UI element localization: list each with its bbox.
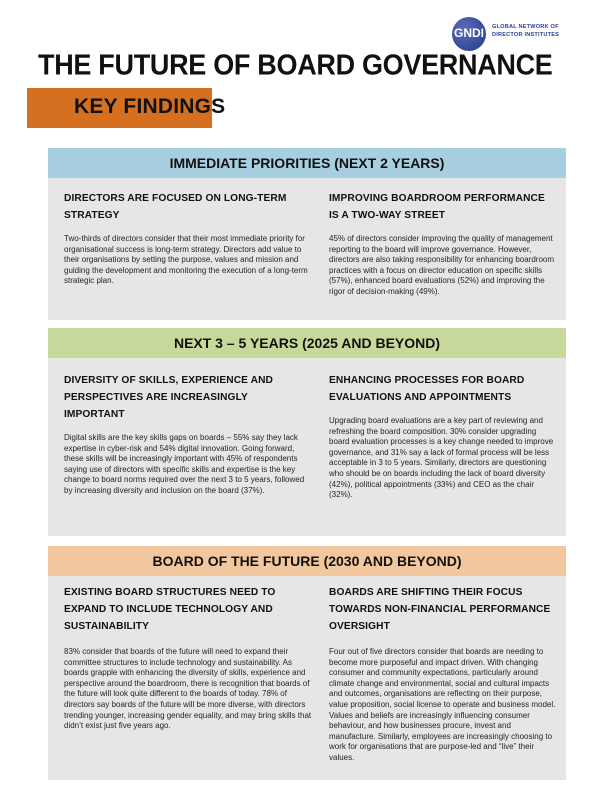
key-findings-label: KEY FINDINGS bbox=[74, 95, 226, 118]
finding-right bbox=[329, 190, 555, 298]
finding-heading: BOARDS ARE SHIFTING THEIR FOCUS TOWARDS NON-FINANCIAL PERFORMANCE OVERSIGHT bbox=[329, 587, 551, 632]
finding-body: Upgrading board evaluations are a key part of reviewing and refreshing the board composition. 30% consider upgrading board evaluation processes is a key change needed to improve governance, and 31% say a lack of formal process will be less acceptable in 3 to 5 years. Similarly, directors are questioning who should be on boards including the lack of board diversity (42%), political appointments (33%) and CEO as the chair (32%). bbox=[329, 416, 554, 500]
logo-line-2: DIRECTOR INSTITUTES bbox=[492, 31, 560, 38]
finding-left bbox=[64, 372, 310, 497]
section-immediate-priorities bbox=[48, 148, 566, 320]
finding-heading: ENHANCING PROCESSES FOR BOARD EVALUATIONS AND APPOINTMENTS bbox=[329, 375, 525, 403]
finding-body: Two-thirds of directors consider that their most immediate priority for organisational success is long-term strategy. Directors add value to their organisations by setting the purpose, values and mission and guiding the development and monitoring the execution of a long-term strategic plan. bbox=[64, 234, 308, 286]
section-banner-title: BOARD OF THE FUTURE (2030 AND BEYOND) bbox=[152, 553, 462, 569]
section-banner bbox=[48, 546, 566, 576]
finding-heading: EXISTING BOARD STRUCTURES NEED TO EXPAND TO INCLUDE TECHNOLOGY AND SUSTAINABILITY bbox=[64, 587, 276, 632]
finding-heading: IMPROVING BOARDROOM PERFORMANCE IS A TWO-WAY STREET bbox=[329, 193, 545, 221]
finding-left bbox=[64, 584, 316, 732]
finding-body: 83% consider that boards of the future will need to expand their committee structures to include technology and sustainability. As boards grapple with enhancing the diversity of skills, experience and perspective around the boardroom, there is recognition that boards of the future will look quite different to the boards of today. 78% of directors say boards of the future will be more diverse, with directors trending younger, increasing gender equality, and may bring skills that didn’t exist just five years ago. bbox=[64, 647, 312, 731]
section-next-3-5-years bbox=[48, 328, 566, 536]
finding-body: Four out of five directors consider that boards are needing to become more purposeful and impact driven. With changing consumer and community expectations, particularly around climate change and environmental, social and cultural impacts and outcomes, organisations are reflecting on their purpose, value proposition, social license to operate and business model. Values and beliefs are increasingly influencing consumer behaviour, and how businesses procure, invest and manufacture. Similarly, employees are increasingly choosing to work for organisations that are purpose-led and “live” their values. bbox=[329, 647, 556, 762]
section-board-of-the-future bbox=[48, 546, 566, 780]
section-banner-title: IMMEDIATE PRIORITIES (NEXT 2 YEARS) bbox=[169, 155, 445, 171]
finding-heading: DIVERSITY OF SKILLS, EXPERIENCE AND PERSPECTIVES ARE INCREASINGLY IMPORTANT bbox=[64, 375, 273, 420]
section-banner bbox=[48, 328, 566, 358]
page-title: THE FUTURE OF BOARD GOVERNANCE bbox=[38, 49, 553, 81]
gndi-logo-mark-text: GNDI bbox=[454, 26, 484, 40]
finding-body: 45% of directors consider improving the quality of management reporting to the board will improve governance. However, directors are also taking responsibility for enhancing boardroom practices with a focus on director education on specific skills (57%), enhanced board evaluations (52%) and improving the rigor of decision-making (49%). bbox=[329, 234, 555, 296]
finding-heading: DIRECTORS ARE FOCUSED ON LONG-TERM STRATEGY bbox=[64, 193, 287, 221]
section-banner-title: NEXT 3 – 5 YEARS (2025 AND BEYOND) bbox=[173, 335, 441, 351]
finding-left bbox=[64, 190, 310, 287]
finding-body: Digital skills are the key skills gaps on boards – 55% say they lack expertise in cyber-risk and 54% digital innovation. Going forward, these skills will be increasingly important with 45% of respondents saying use of directors with specific skills and expertise is the key change to board norms required over the next 3 to 5 years, followed by increasing diversity and inclusion on the board (37%). bbox=[64, 433, 305, 495]
finding-right bbox=[329, 372, 555, 501]
gndi-logo-text bbox=[492, 24, 602, 39]
section-banner bbox=[48, 148, 566, 178]
logo-line-1: GLOBAL NETWORK OF bbox=[492, 24, 559, 30]
gndi-logo-mark bbox=[452, 17, 486, 51]
finding-right bbox=[329, 584, 557, 764]
gndi-logo bbox=[452, 17, 602, 53]
key-findings-banner bbox=[27, 88, 226, 128]
